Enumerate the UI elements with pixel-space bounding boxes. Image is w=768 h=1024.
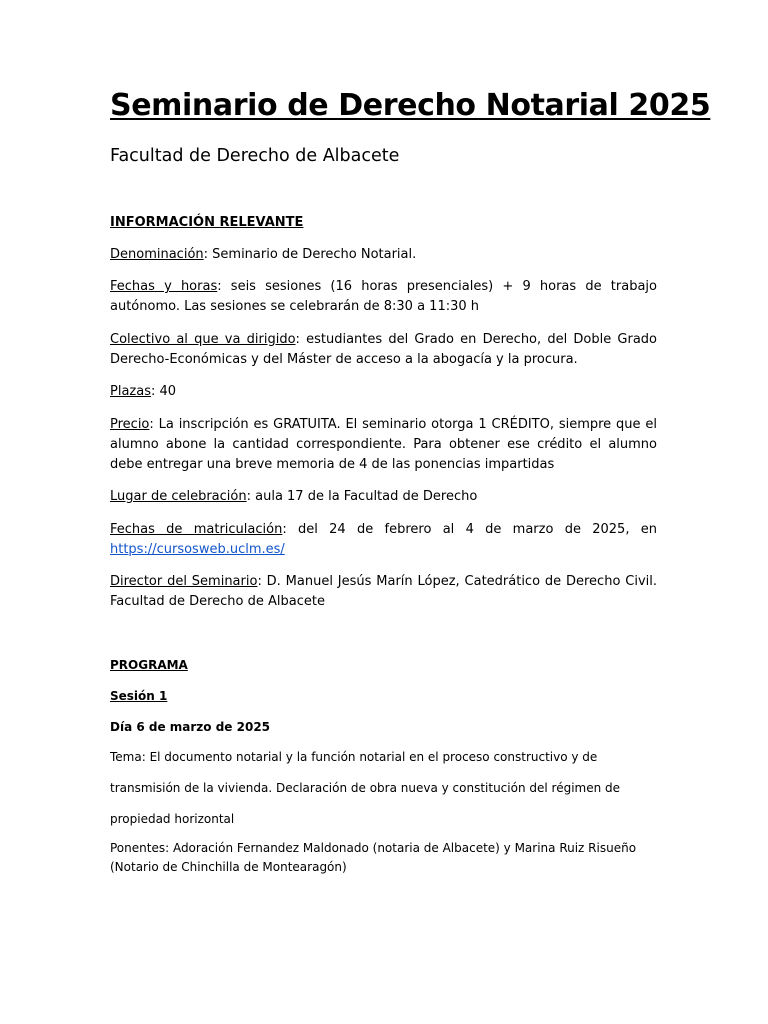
matriculacion-text: : del 24 de febrero al 4 de marzo de 2025, en (282, 521, 657, 537)
page-subtitle: Facultad de Derecho de Albacete (110, 146, 400, 166)
tema-line: transmisión de la vivienda. Declaración de obra nueva y constitución del régimen de (110, 781, 621, 795)
session-title: Sesión 1 (110, 689, 168, 703)
cursosweb-link[interactable]: https://cursosweb.uclm.es/ (110, 541, 285, 557)
plazas-paragraph (110, 382, 657, 402)
fechas-horas-label: Fechas y horas (110, 279, 218, 294)
denominacion-text: : Seminario de Derecho Notarial. (203, 246, 417, 262)
matriculacion-label: Fechas de matriculación (110, 521, 283, 537)
programa-heading: PROGRAMA (110, 658, 188, 672)
director-paragraph (110, 572, 657, 612)
precio-text: : La inscripción es GRATUITA. El seminario otorga 1 CRÉDITO, siempre que el alumno abone la cantidad correspondiente. Para obtener ese crédito el alumno debe entregar una breve memoria de 4 de las ponencias impartidas (110, 416, 657, 472)
document-content (110, 86, 711, 877)
plazas-label: Plazas (110, 384, 151, 399)
lugar-label: Lugar de celebración (110, 489, 247, 504)
denominacion-paragraph (110, 245, 657, 265)
precio-paragraph (110, 415, 657, 475)
matriculacion-paragraph (110, 520, 657, 560)
session-day: Día 6 de marzo de 2025 (110, 720, 271, 734)
director-text: : D. Manuel Jesús Marín López, Catedrático de Derecho Civil. Facultad de Derecho de Albacete (110, 574, 657, 609)
colectivo-label: Colectivo al que va dirigido (110, 331, 296, 347)
lugar-text: : aula 17 de la Facultad de Derecho (246, 489, 478, 504)
colectivo-paragraph (110, 330, 657, 370)
director-label: Director del Seminario (110, 574, 258, 589)
session-tema (110, 742, 657, 835)
tema-line: Tema: El documento notarial y la función notarial en el proceso constructivo y de (110, 750, 598, 764)
precio-label: Precio (110, 416, 150, 432)
session-ponentes: Ponentes: Adoración Fernandez Maldonado (notaria de Albacete) y Marina Ruiz Risueño (Notario de Chinchilla de Montearagón) (110, 841, 637, 874)
fechas-horas-text: : seis sesiones (16 horas presenciales) + 9 horas de trabajo autónomo. Las sesiones se celebrarán de 8:30 a 11:30 h (110, 279, 657, 314)
denominacion-label: Denominación (110, 246, 204, 262)
colectivo-text: : estudiantes del Grado en Derecho, del Doble Grado Derecho-Económicas y del Máster de acceso a la abogacía y la procura. (110, 331, 657, 367)
lugar-paragraph (110, 487, 657, 507)
fechas-horas-paragraph (110, 277, 657, 317)
page-title: Seminario de Derecho Notarial 2025 (110, 88, 711, 123)
tema-line: propiedad horizontal (110, 812, 235, 826)
info-heading: INFORMACIÓN RELEVANTE (110, 215, 304, 230)
plazas-text: : 40 (150, 384, 177, 399)
